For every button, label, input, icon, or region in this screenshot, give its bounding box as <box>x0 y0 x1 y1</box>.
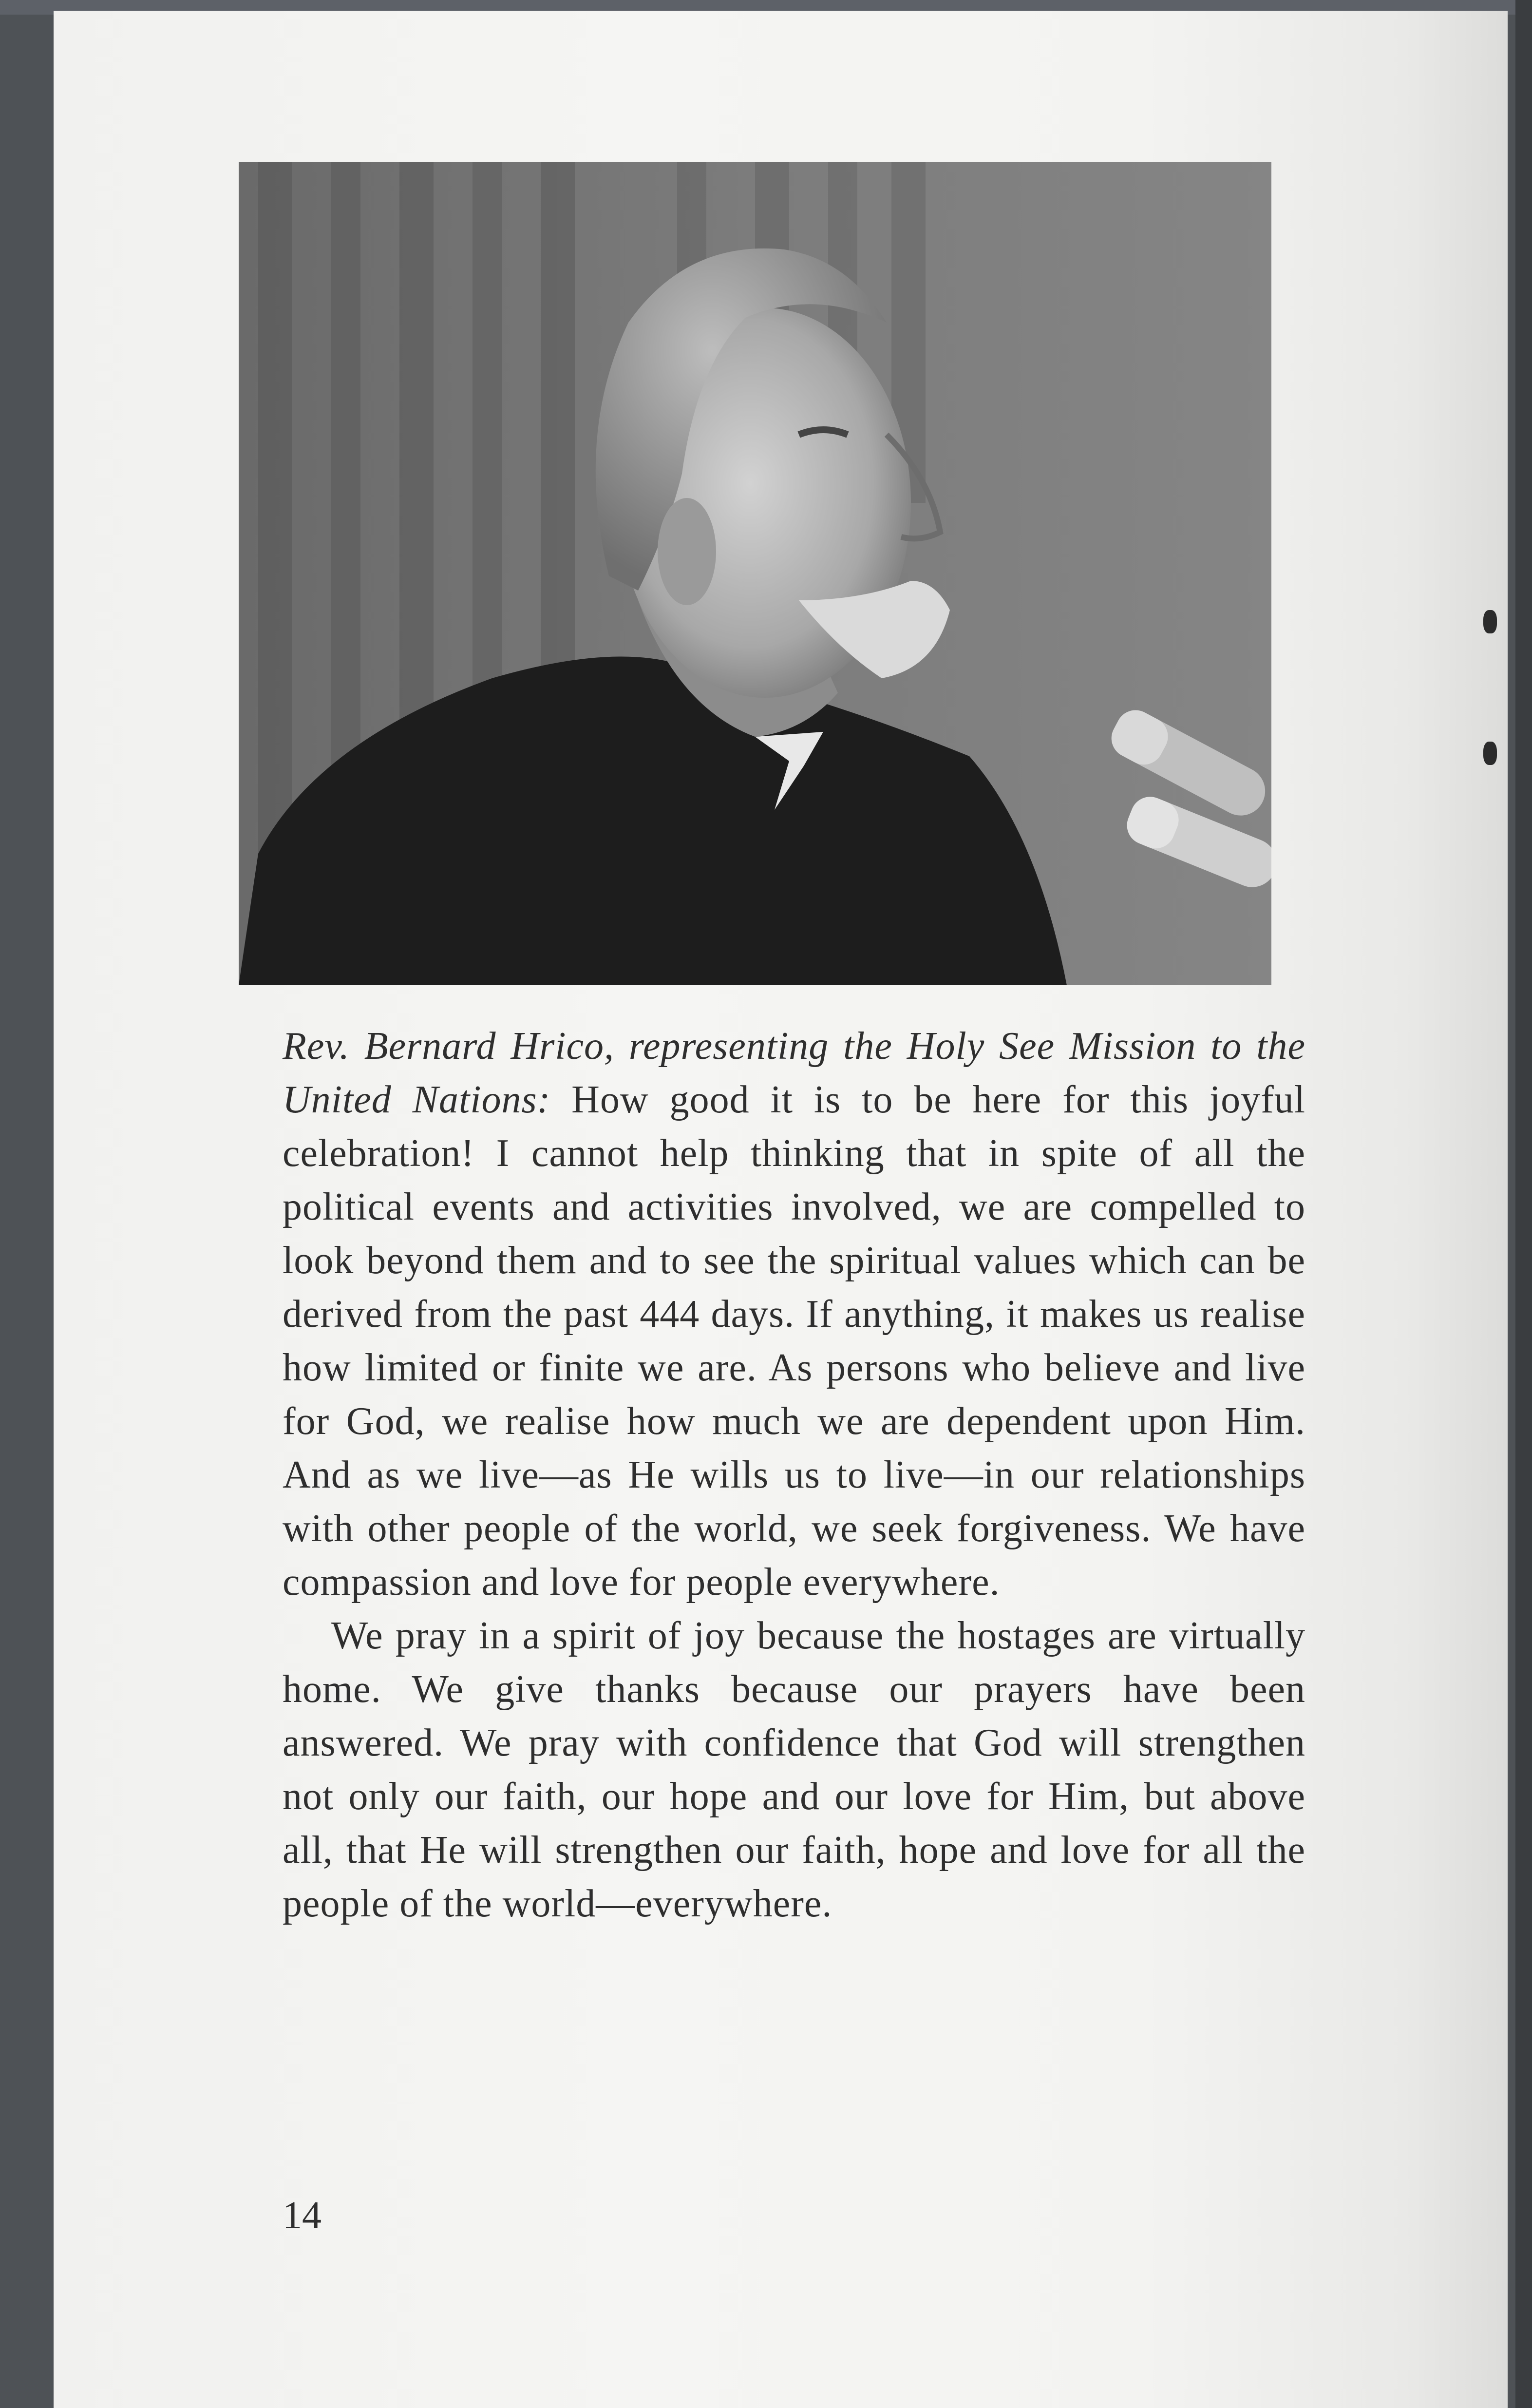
page-number: 14 <box>283 2194 322 2237</box>
speaker-photo-image <box>239 162 1271 985</box>
paragraph-2: We pray in a spirit of joy because the hostages are virtually home. We give thanks because our prayers have been answered. We pray with confidence that God will strengthen not only our faith, our hope and our love for Him, but above all, that He will strengthen our faith, hope and love for all the people of the world—everywhere. <box>283 1614 1305 1925</box>
scanner-edge-right <box>1515 0 1532 2408</box>
article-text <box>283 1019 1305 1930</box>
booklet-page <box>54 11 1508 2408</box>
speaker-attribution: Rev. Bernard Hrico, representing the Holy See Mission to the United Nations: <box>283 1025 1305 1121</box>
binding-hole-mark <box>1483 610 1497 633</box>
paragraph-1 <box>283 1019 1305 1609</box>
binding-hole-mark <box>1483 742 1497 765</box>
paragraph-1-body: How good it is to be here for this joyful celebration! I cannot help thinking that in spite of all the political events and activities involved, we are compelled to look beyond them and to see the spiritual values which can be derived from the past 444 days. If anything, it makes us realise how limited or finite we are. As persons who believe and live for God, we realise how much we are dependent upon Him. And as we live—as He wills us to live—in our relationships with other people of the world, we seek forgiveness. We have compassion and love for people everywhere. <box>283 1078 1305 1604</box>
speaker-photo <box>239 162 1271 985</box>
